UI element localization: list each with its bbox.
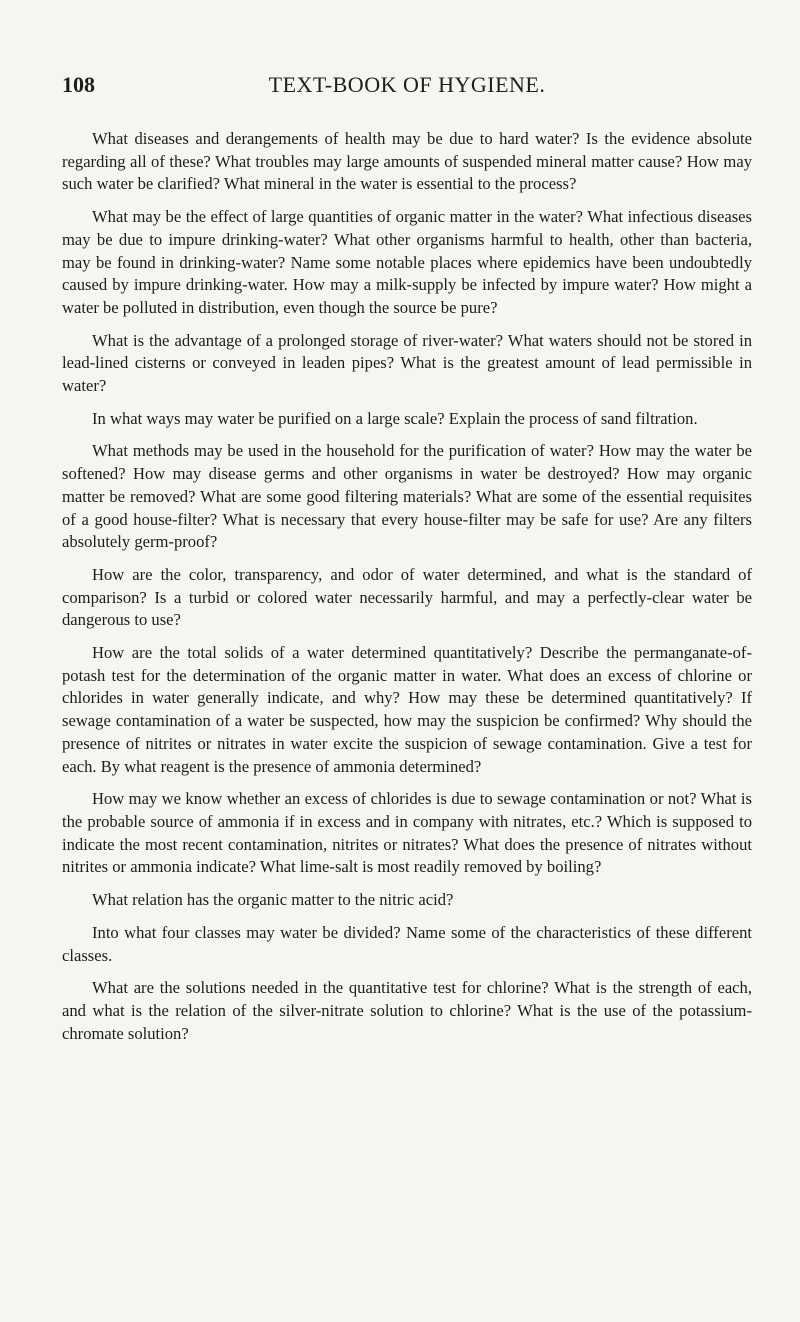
paragraph: What are the solutions needed in the quantitative test for chlorine? What is the strength of each, and what is the relation of the silver-nitrate solution to chlorine? What is the use of the potassium-chromate solution? [62, 978, 752, 1043]
body-text [62, 128, 752, 1055]
paragraph: What is the advantage of a prolonged storage of river-water? What waters should not be stored in lead-lined cisterns or conveyed in leaden pipes? What is the greatest amount of lead permissible in water? [62, 330, 752, 396]
running-head [62, 72, 752, 102]
paragraph: What relation has the organic matter to the nitric acid? [92, 890, 454, 910]
paragraph: What diseases and derangements of health may be due to hard water? Is the evidence absolute regarding all of these? What troubles may large amounts of suspended mineral matter cause? How may such water be clarified? What mineral in the water is essential to the process? [62, 129, 752, 194]
page-number: 108 [62, 72, 95, 97]
paragraph: In what ways may water be purified on a large scale? Explain the process of sand filtration. [92, 408, 698, 428]
paragraph: How may we know whether an excess of chlorides is due to sewage contamination or not? What is the probable source of ammonia if in excess and in company with nitrates, etc.? Which is supposed to indicate the most recent contamination, nitrites or nitrates? What does the presence of nitrates without nitrites or ammonia indicate? What lime-salt is most readily removed by boiling? [62, 789, 752, 877]
paragraph: How are the color, transparency, and odor of water determined, and what is the standard of comparison? Is a turbid or colored water necessarily harmful, and may a perfectly-clear water be dangerous to use? [62, 564, 752, 630]
paragraph: What methods may be used in the household for the purification of water? How may the water be softened? How may disease germs and other organisms in water be destroyed? How may organic matter be removed? What are some good filtering materials? What are some of the essential requisites of a good house-filter? What is necessary that every house-filter may be safe for use? Are any filters absolutely germ-proof? [62, 441, 752, 552]
paragraph: Into what four classes may water be divided? Name some of the characteristics of these different classes. [62, 922, 752, 965]
paragraph: How are the total solids of a water determined quantitatively? Describe the permanganate-of-potash test for the determination of the organic matter in water. What does an excess of chlorine or chlorides in water generally indicate, and why? How may these be determined quantitatively? If sewage contamination of a water be suspected, how may the suspicion be confirmed? Why should the presence of nitrites or nitrates in water excite the suspicion of sewage contamination. Give a test for each. By what reagent is the presence of ammonia determined? [62, 643, 752, 776]
paragraph: What may be the effect of large quantities of organic matter in the water? What infectious diseases may be due to impure drinking-water? What other organisms harmful to health, other than bacteria, may be found in drinking-water? Name some notable places where epidemics have been undoubtedly caused by impure drinking-water. How may a milk-supply be infected by impure water? How might a water be polluted in distribution, even though the source be pure? [62, 207, 752, 317]
running-title: TEXT-BOOK OF HYGIENE. [268, 72, 546, 97]
